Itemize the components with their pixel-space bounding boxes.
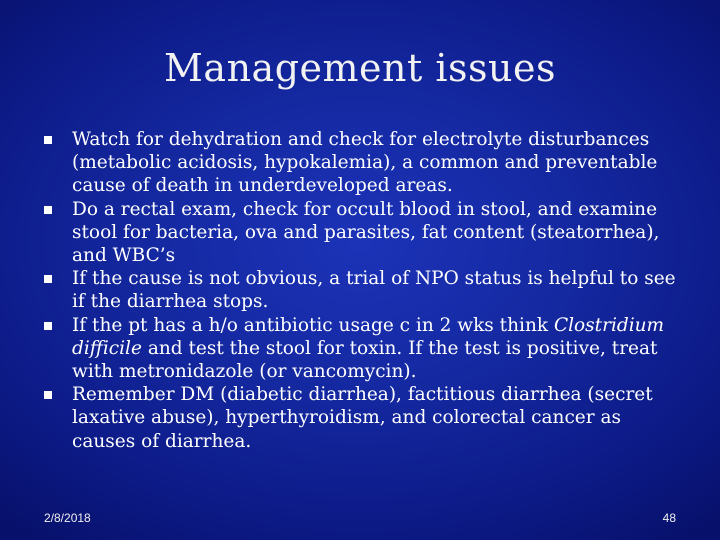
bullet-text: Watch for dehydration and check for electrolyte disturbances (metabolic acidosis, hypokalemia), a common and preventable cause of death in underdeveloped areas. bbox=[72, 129, 658, 197]
bullet-item bbox=[44, 128, 684, 198]
square-bullet-icon bbox=[44, 136, 52, 144]
bullet-text-after: and test the stool for toxin. If the test is positive, treat with metronidazole (or vancomycin). bbox=[72, 337, 658, 383]
bullet-item bbox=[44, 314, 684, 384]
square-bullet-icon bbox=[44, 275, 52, 283]
bullet-item bbox=[44, 267, 684, 313]
page-number: 48 bbox=[662, 511, 676, 525]
bullet-text: Do a rectal exam, check for occult blood in stool, and examine stool for bacteria, ova and parasites, fat content (steatorrhea), and WBC’s bbox=[72, 198, 660, 267]
bullet-item bbox=[44, 383, 684, 453]
square-bullet-icon bbox=[44, 322, 52, 330]
bullet-item bbox=[44, 198, 684, 268]
bullet-text-emphasis: Clostridium difficile bbox=[72, 314, 665, 359]
bullet-text: If the cause is not obvious, a trial of NPO status is helpful to see if the diarrhea stops. bbox=[72, 268, 676, 313]
bullet-text-before: If the pt has a h/o antibiotic usage c in 2 wks think bbox=[72, 314, 554, 336]
square-bullet-icon bbox=[44, 391, 52, 399]
bullet-text: Remember DM (diabetic diarrhea), factitious diarrhea (secret laxative abuse), hyperthyroidism, and colorectal cancer as causes of diarrhea. bbox=[72, 384, 653, 452]
square-bullet-icon bbox=[44, 206, 52, 214]
bullet-list bbox=[44, 128, 684, 453]
slide-title: Management issues bbox=[164, 46, 556, 90]
footer-date: 2/8/2018 bbox=[44, 511, 91, 525]
